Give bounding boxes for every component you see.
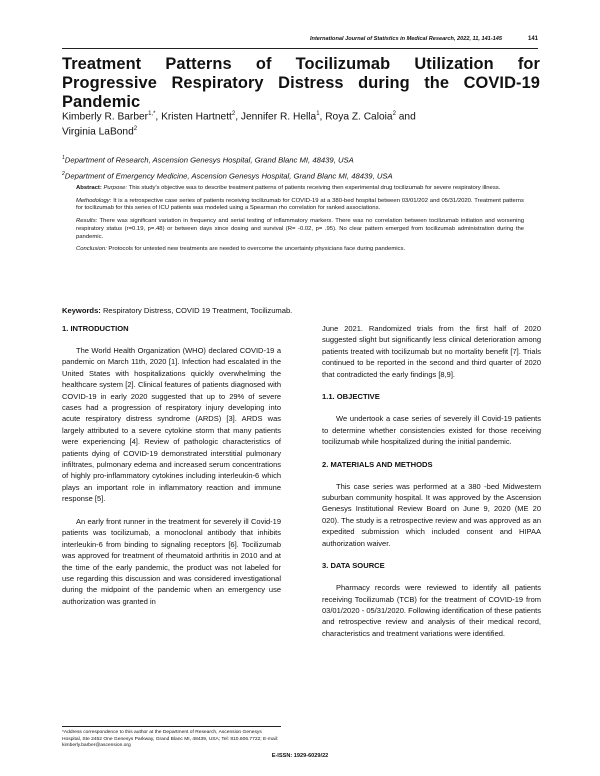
author-separator: and	[395, 111, 416, 123]
author-affil-mark: 1,*	[148, 111, 156, 117]
methodology-text: It is a retrospective case series of patients receiving tocilizumab for COVID-19 at a 380-bed hospital between 03/01/202 and 05/31/2020. Treatment patterns for tocilizumab for this series of ICU patients was modeled using a Spearman rho correlation for ranked associations.	[76, 197, 525, 212]
author-list	[62, 108, 540, 139]
section-heading-data-source: 3. DATA SOURCE	[322, 561, 385, 571]
correspondence-footnote: *Address correspondence to this author at the Department of Research, Ascension Genesys Hospital, Ste 2452 One Genesys Parkway, Grand Blanc MI, 48439, USA; Tel: 810.606.7722; E-mail: kimberly.barber@ascension.org	[62, 726, 281, 750]
purpose-text: This study's objective was to describe treatment patterns of patients receiving then experimental drug tocilizumab for severe respiratory illness.	[128, 185, 501, 191]
abstract-conclusion	[76, 246, 524, 254]
author-affil-mark: 2	[231, 111, 236, 117]
affiliation-mark: 1	[62, 155, 65, 161]
purpose-label: Purpose:	[103, 185, 128, 191]
keywords-label: Keywords:	[62, 306, 101, 315]
intro-paragraph-1: The World Health Organization (WHO) declared COVID-19 a pandemic on March 11th, 2020 [1]. Infection had escalated in the United States with hospitalizations quickly overwhelming the healthcare system [2]. Clinical features of patients diagnosed with COVID-19 in early 2020 suggested that up to 29% of severe cases had a progression of respiratory injury developing into acute respiratory distress syndrome (ARDS) [3]. ARDS was largely attributed to a severe cytokine storm that many patients were experiencing [4]. Review of pathologic characteristics of patients dying of COVID-19 demonstrated interstitial pulmonary infiltrates, pulmonary edema and increased serum concentrations of highly pro-inflammatory cytokines including interleukin-6 which plays an important role in inflammatory reaction and immune response [5].	[62, 346, 281, 504]
author-separator: ,	[235, 111, 241, 123]
author-separator: ,	[155, 111, 162, 123]
author: Virginia LaBond	[62, 126, 134, 138]
objective-paragraph: We undertook a case series of severely ill Covid-19 patients to determine whether consistencies existed for those receiving tocilizumab while hospitalized during the initial pandemic.	[322, 414, 541, 447]
author-affil-mark: 1	[316, 111, 320, 117]
abstract-methodology	[76, 198, 524, 214]
intro-paragraph-continued: June 2021. Randomized trials from the first half of 2020 suggested slight but significantly less clinical deterioration among patients treated with tocilizumab but no mortality benefit [7]. Trials continued to be reported in the second and third quarter of 2020 that contradicted the early findings [8,9].	[322, 324, 541, 379]
left-column	[62, 323, 281, 618]
data-source-paragraph: Pharmacy records were reviewed to identify all patients receiving Tocilizumab (TCB) for the treatment of COVID-19 from 03/01/2020 - 05/31/2020. Following identification of these patients and retrospective review and analysis of their medical record, characteristics and treatment variations were identified.	[322, 583, 541, 638]
abstract-heading: Abstract:	[76, 185, 102, 191]
page-number: 141	[527, 36, 538, 42]
right-column	[322, 323, 541, 650]
methods-paragraph: This case series was performed at a 380 -bed Midwestern suburban community hospital. It was approved by the Ascension Genesys Institutional Review Board on June 9, 2020 (ME 20 020). The study is a retrospective review and was approved as an expedited submission which included consent and HIPAA authorization waiver.	[322, 481, 541, 548]
abstract-purpose	[76, 185, 524, 193]
intro-paragraph-2: An early front runner in the treatment for severely ill Covid-19 patients was tocilizumab, a monoclonal antibody that inhibits interleukin-6 from binding to signaling receptors [6]. Tocilizumab was approved for treatment of rheumatoid arthritis in 2010 and at the time of the early pandemic, the product was not labeled for use regarding this discussion and was considered investigational during the midpoint of the pandemic when an emergency use authorization was granted in	[62, 516, 281, 606]
affiliation-mark: 2	[62, 171, 65, 177]
keywords-text: Respiratory Distress, COVID 19 Treatment, Tocilizumab.	[102, 306, 293, 315]
affiliation-text: Department of Emergency Medicine, Ascension Genesys Hospital, Grand Blanc MI, 48439, USA	[64, 171, 393, 181]
section-heading-methods: 2. MATERIALS AND METHODS	[322, 459, 433, 469]
keywords	[62, 306, 540, 316]
eissn: E-ISSN: 1929-6029/22	[271, 753, 329, 759]
affiliation-text: Department of Research, Ascension Genesys Hospital, Grand Blanc MI, 48439, USA	[64, 155, 354, 165]
results-text: There was significant variation in frequency and serial testing of inflammatory markers. There was no correlation between tocilizumab initiation and worsening respiratory status (r=0.19, p=.48) or between days since dosing and survival (R= -0.02, p= .95). No clear pattern emerged from tocilizumab administration during the pandemic.	[76, 217, 524, 240]
affiliation-2	[62, 169, 540, 182]
running-header	[62, 36, 538, 49]
abstract	[76, 185, 524, 259]
author-separator: ,	[319, 111, 326, 123]
author: Jennifer R. Hella	[240, 111, 317, 123]
conclusion-label: Conclusion:	[76, 246, 107, 253]
journal-citation: International Journal of Statistics in Medical Research, 2022, 11, 141-145	[309, 36, 502, 42]
conclusion-text: Protocols for untested new treatments are needed to overcome the uncertainty physicians face during pandemics.	[108, 246, 406, 253]
affiliation-1	[62, 153, 540, 166]
methodology-label: Methodology:	[76, 197, 112, 204]
author-affil-mark: 2	[392, 111, 396, 117]
author-affil-mark: 2	[133, 126, 138, 133]
section-heading-objective: 1.1. OBJECTIVE	[322, 392, 380, 402]
author: Kristen Hartnett	[161, 111, 232, 123]
author: Roya Z. Caloia	[325, 111, 393, 123]
author: Kimberly R. Barber	[62, 111, 149, 123]
section-heading-introduction: 1. INTRODUCTION	[62, 324, 129, 333]
abstract-results	[76, 218, 524, 242]
results-label: Results:	[76, 217, 98, 224]
paper-title: Treatment Patterns of Tocilizumab Utilization for Progressive Respiratory Distress during the COVID-19 Pandemic	[62, 55, 540, 111]
